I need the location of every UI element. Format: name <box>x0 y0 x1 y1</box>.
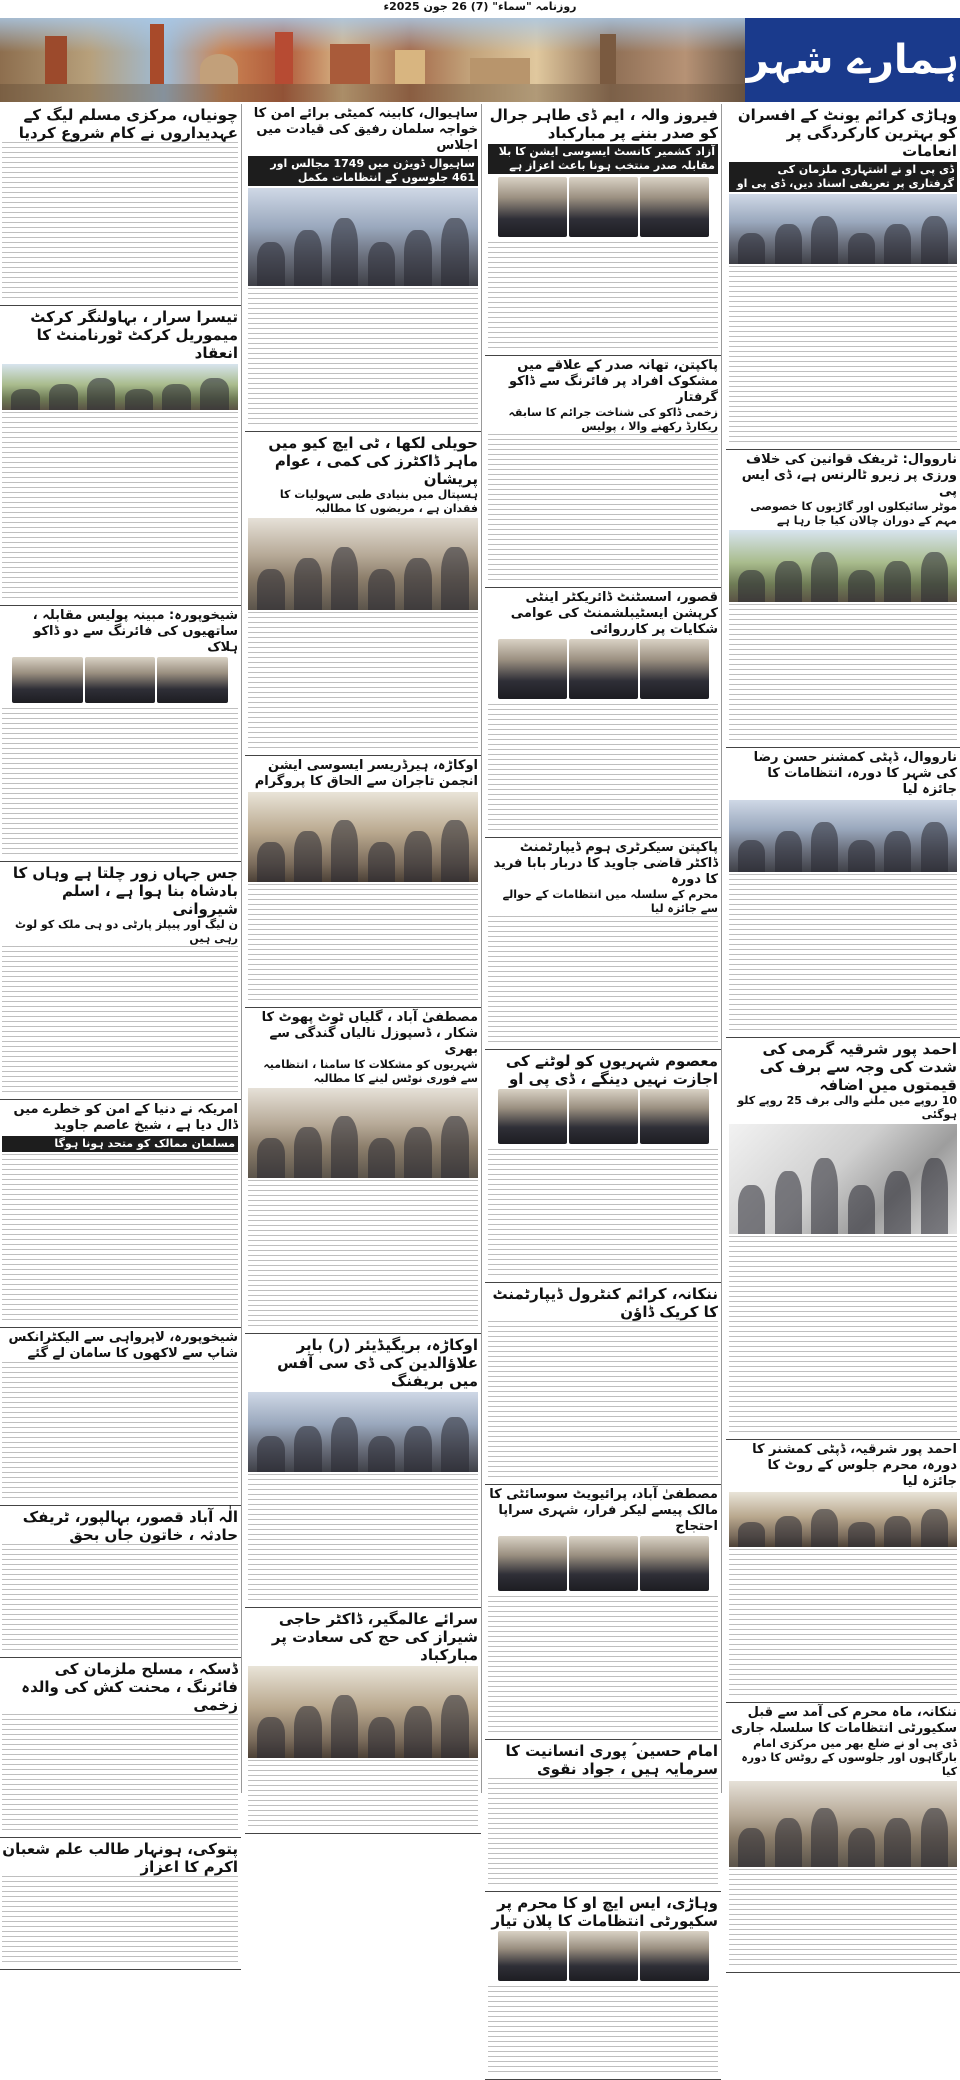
column-right <box>726 104 960 1793</box>
story-subheadline: ہسپتال میں بنیادی طبی سہولیات کا فقدان ہے ، مریضوں کا مطالبہ <box>279 488 478 515</box>
story-headline: اوکاڑہ، بریگیڈیئر (ر) بابر علاؤالدین کی ڈی سی آفس میں بریفنگ <box>277 1336 478 1390</box>
story-portrait-photos <box>488 176 718 242</box>
story-headline: ننکانہ، کرائم کنٹرول ڈیپارٹمنٹ کا کریک ڈاؤن <box>492 1285 718 1321</box>
story-headline: حویلی لکھا ، ٹی ایچ کیو میں ماہر ڈاکٹرز کی کمی ، عوام پریشان <box>268 434 478 488</box>
news-story <box>726 748 960 1038</box>
portrait-photo <box>640 177 709 237</box>
story-body-text <box>488 1596 718 1736</box>
story-headline: مصطفیٰ آباد ، گلیاں ٹوٹ پھوٹ کا شکار ، ڈسپوزل نالیاں گندگی سے بھری <box>261 1010 478 1057</box>
story-body-text <box>2 1544 238 1654</box>
story-photo <box>729 1781 957 1867</box>
story-photo <box>248 188 478 286</box>
story-photo <box>729 1492 957 1547</box>
column-mid-left <box>245 104 482 1793</box>
story-headline: احمد پور شرقیہ، ڈپٹی کمشنر کا دورہ، محرم جلوس کے روٹ کا جائزہ لیا <box>752 1442 957 1489</box>
news-story <box>485 1283 721 1485</box>
story-subheadline: ڈی پی او نے اشتہاری ملزمان کی گرفتاری پر تعریفی اسناد دیں، ڈی پی او <box>729 162 957 192</box>
story-headline: ساہیوال، کابینہ کمیٹی برائے امن کا خواجہ سلمان رفیق کی قیادت میں اجلاس <box>253 106 478 153</box>
story-subheadline: 10 روپے میں ملنے والی برف 25 روپے کلو ہوگئی <box>737 1094 957 1121</box>
story-body-text <box>488 1986 718 2076</box>
story-body-text <box>488 1321 718 1481</box>
news-story <box>485 356 721 588</box>
story-headline: ڈسکہ ، مسلح ملزمان کی فائرنگ ، محنت کش کی والدہ زخمی <box>21 1660 238 1714</box>
story-headline: تیسرا سرار ، بہاولنگر کرکٹ میموریل کرکٹ ٹورنامنٹ کا انعقاد <box>30 308 238 362</box>
news-story <box>245 1334 481 1608</box>
portrait-photo <box>498 1931 567 1981</box>
story-photo <box>248 1088 478 1178</box>
story-headline: فیروز والہ ، ایم ڈی طاہر جرال کو صدر بننے پر مبارکباد <box>489 106 718 142</box>
news-story <box>485 1050 721 1283</box>
story-headline: اوکاڑہ، ہیرڈریسر ایسوسی ایشن انجمن تاجران سے الحاق کا پروگرام <box>254 758 478 789</box>
story-headline: جس جہاں زور چلتا ہے وہاں کا بادشاہ بنا ہوا ہے ، اسلم شیروانی <box>12 864 238 918</box>
portrait-photo <box>640 1931 709 1981</box>
portrait-photo <box>498 1536 567 1591</box>
story-body-text <box>488 1149 718 1279</box>
news-story <box>0 1100 241 1328</box>
news-story <box>0 1838 241 1970</box>
news-story <box>485 104 721 356</box>
story-body-text <box>248 1180 478 1330</box>
news-story <box>0 862 241 1100</box>
story-body-text <box>2 1714 238 1834</box>
news-story <box>485 588 721 838</box>
story-portrait-photos <box>488 1088 718 1149</box>
story-portrait-photos <box>2 656 238 708</box>
story-subheadline: مسلمان ممالک کو متحد ہونا ہوگا <box>2 1136 238 1152</box>
news-story <box>485 838 721 1050</box>
story-subheadline: زخمی ڈاکو کی شناخت جرائم کا سابقہ ریکارڈ رکھنے والا ، پولیس <box>508 406 718 433</box>
story-body-text <box>2 1154 238 1324</box>
story-headline: مصطفیٰ آباد، پرائیویٹ سوسائٹی کا مالک پیسے لیکر فرار، شہری سراپا احتجاج <box>489 1487 718 1534</box>
story-photo <box>2 364 238 410</box>
story-photo <box>248 792 478 882</box>
story-body-text <box>2 142 238 302</box>
portrait-photo <box>640 1089 709 1144</box>
news-story <box>245 432 481 756</box>
portrait-photo <box>85 657 156 703</box>
story-subheadline: ن لیگ اور پیپلز پارٹی دو ہی ملک کو لوٹ رہی ہیں <box>15 918 238 945</box>
story-body-text <box>488 916 718 1046</box>
story-headline: پاکپتن سیکرٹری ہوم ڈیپارٹمنٹ ڈاکٹر قاضی جاوید کا دربار بابا فرید کا دورہ <box>493 840 718 887</box>
story-headline: امام حسین ؑ پوری انسانیت کا سرمایہ ہیں ، جواد نقوی <box>505 1742 718 1778</box>
banner-city-photos <box>0 18 745 102</box>
portrait-photo <box>157 657 228 703</box>
story-headline: ننکانہ، ماہ محرم کی آمد سے قبل سکیورٹی انتظامات کا سلسلہ جاری <box>731 1705 957 1736</box>
news-story <box>0 1658 241 1838</box>
story-body-text <box>2 946 238 1096</box>
story-headline: نارووال: ٹریفک قوانین کی خلاف ورزی پر زیرو ٹالرنس ہے، ڈی ایس پی <box>741 452 957 499</box>
portrait-photo <box>569 1931 638 1981</box>
news-story <box>0 1328 241 1506</box>
portrait-photo <box>569 177 638 237</box>
story-subheadline: موٹر سائیکلوں اور گاڑیوں کا خصوصی مہم کے دوران چالان کیا جا رہا ہے <box>750 500 957 527</box>
portrait-photo <box>498 1089 567 1144</box>
story-photo <box>729 530 957 602</box>
news-story <box>0 1506 241 1658</box>
story-body-text <box>729 874 957 1034</box>
portrait-photo <box>640 1536 709 1591</box>
news-story <box>485 1892 721 2080</box>
story-subheadline: آزاد کشمیر کانسٹ ایسوسی ایشن کا بلا مقابلہ صدر منتخب ہونا باعث اعزاز ہے <box>488 144 718 174</box>
news-story <box>0 104 241 306</box>
story-subheadline: ڈی پی او نے ضلع بھر میں مرکزی امام بارگاہوں اور جلوسوں کے روٹس کا دورہ کیا <box>741 1737 957 1778</box>
story-body-text <box>248 1474 478 1604</box>
story-headline: وہاڑی، ایس ایچ او کا محرم پر سکیورٹی انتظامات کا پلان تیار <box>491 1894 718 1930</box>
story-subheadline: محرم کے سلسلہ میں انتظامات کے حوالے سے جائزہ لیا <box>502 888 718 915</box>
section-banner <box>0 18 960 102</box>
portrait-photo <box>569 1536 638 1591</box>
story-body-text <box>729 1549 957 1699</box>
story-portrait-photos <box>488 1535 718 1596</box>
story-photo <box>729 1124 957 1234</box>
story-headline: چونیاں، مرکزی مسلم لیگ کے عہدیداروں نے کام شروع کردیا <box>18 106 238 142</box>
story-body-text <box>248 612 478 752</box>
dateline: روزنامہ "سماء" (7) 26 جون 2025ء <box>383 0 577 13</box>
story-headline: پاکپتن، تھانہ صدر کے علاقے میں مشکوک افراد پر فائرنگ سے ڈاکو گرفتار <box>509 358 718 405</box>
news-story <box>245 104 481 432</box>
story-body-text <box>729 1236 957 1436</box>
story-headline: نارووال، ڈپٹی کمشنر حسن رضا کی شہر کا دورہ، انتظامات کا جائزہ لیا <box>753 750 957 797</box>
portrait-photo <box>569 1089 638 1144</box>
portrait-photo <box>569 639 638 699</box>
news-story <box>0 306 241 606</box>
story-body-text <box>488 704 718 834</box>
story-photo <box>248 1666 478 1758</box>
portrait-photo <box>498 177 567 237</box>
news-story <box>726 1038 960 1440</box>
story-body-text <box>248 884 478 1004</box>
news-story <box>485 1740 721 1892</box>
portrait-photo <box>640 639 709 699</box>
news-story <box>726 1440 960 1703</box>
news-story <box>245 756 481 1008</box>
story-headline: الٰہ آباد قصور، بہالپور، ٹریفک حادثہ ، خاتون جاں بحق <box>22 1508 238 1544</box>
news-story <box>0 606 241 862</box>
story-headline: معصوم شہریوں کو لوٹنے کی اجازت نہیں دینگے ، ڈی پی او <box>505 1052 718 1088</box>
portrait-photo <box>12 657 83 703</box>
story-headline: قصور، اسسٹنٹ ڈائریکٹر اینٹی کرپشن ایسٹیبلشمنٹ کی عوامی شکایات پر کارروائی <box>510 590 718 637</box>
story-headline: وہاڑی کرائم یونٹ کے افسران کو بہترین کارکردگی پر انعامات <box>737 106 957 160</box>
story-body-text <box>729 604 957 744</box>
story-headline: امریکہ نے دنیا کے امن کو خطرے میں ڈال دیا ہے ، شیخ عاصم جاوید <box>13 1102 238 1133</box>
story-body-text <box>2 1876 238 1966</box>
section-title: ہمارے شہر <box>745 18 960 102</box>
news-story <box>245 1608 481 1834</box>
story-body-text <box>248 288 478 428</box>
news-story <box>726 1703 960 1973</box>
story-headline: پتوکی، ہونہار طالب علم شعبان اکرم کا اعزاز <box>2 1840 238 1876</box>
story-photo <box>248 1392 478 1472</box>
news-story <box>245 1008 481 1334</box>
news-story <box>726 104 960 450</box>
story-photo <box>729 194 957 264</box>
story-body-text <box>488 434 718 584</box>
story-body-text <box>2 412 238 602</box>
story-photo <box>729 800 957 872</box>
story-body-text <box>488 1778 718 1888</box>
story-portrait-photos <box>488 1930 718 1986</box>
story-portrait-photos <box>488 638 718 704</box>
story-headline: احمد پور شرقیہ گرمی کی شدت کی وجہ سے برف کی قیمتوں میں اضافہ <box>759 1040 957 1094</box>
story-body-text <box>729 266 957 446</box>
story-subheadline: شہریوں کو مشکلات کا سامنا ، انتظامیہ سے فوری نوٹس لینے کا مطالبہ <box>263 1058 478 1085</box>
story-headline: سرائے عالمگیر، ڈاکٹر حاجی شیراز کی حج کی سعادت پر مبارکباد <box>271 1610 478 1664</box>
story-photo <box>248 518 478 610</box>
story-subheadline: ساہیوال ڈویژن میں 1749 مجالس اور 461 جلوسوں کے انتظامات مکمل <box>248 156 478 186</box>
portrait-photo <box>498 639 567 699</box>
news-story <box>485 1485 721 1740</box>
news-story <box>726 450 960 748</box>
story-body-text <box>248 1760 478 1830</box>
column-mid-right <box>485 104 722 1930</box>
column-left <box>0 104 242 1876</box>
story-headline: شیخوپورہ: مبینہ پولیس مقابلہ ، ساتھیوں کی فائرنگ سے دو ڈاکو ہلاک <box>32 608 238 655</box>
story-body-text <box>488 242 718 352</box>
story-headline: شیخوپورہ، لاپرواہی سے الیکٹرانکس شاپ سے لاکھوں کا سامان لے گئے <box>8 1330 238 1361</box>
story-body-text <box>729 1869 957 1969</box>
story-body-text <box>2 708 238 858</box>
story-body-text <box>2 1362 238 1502</box>
